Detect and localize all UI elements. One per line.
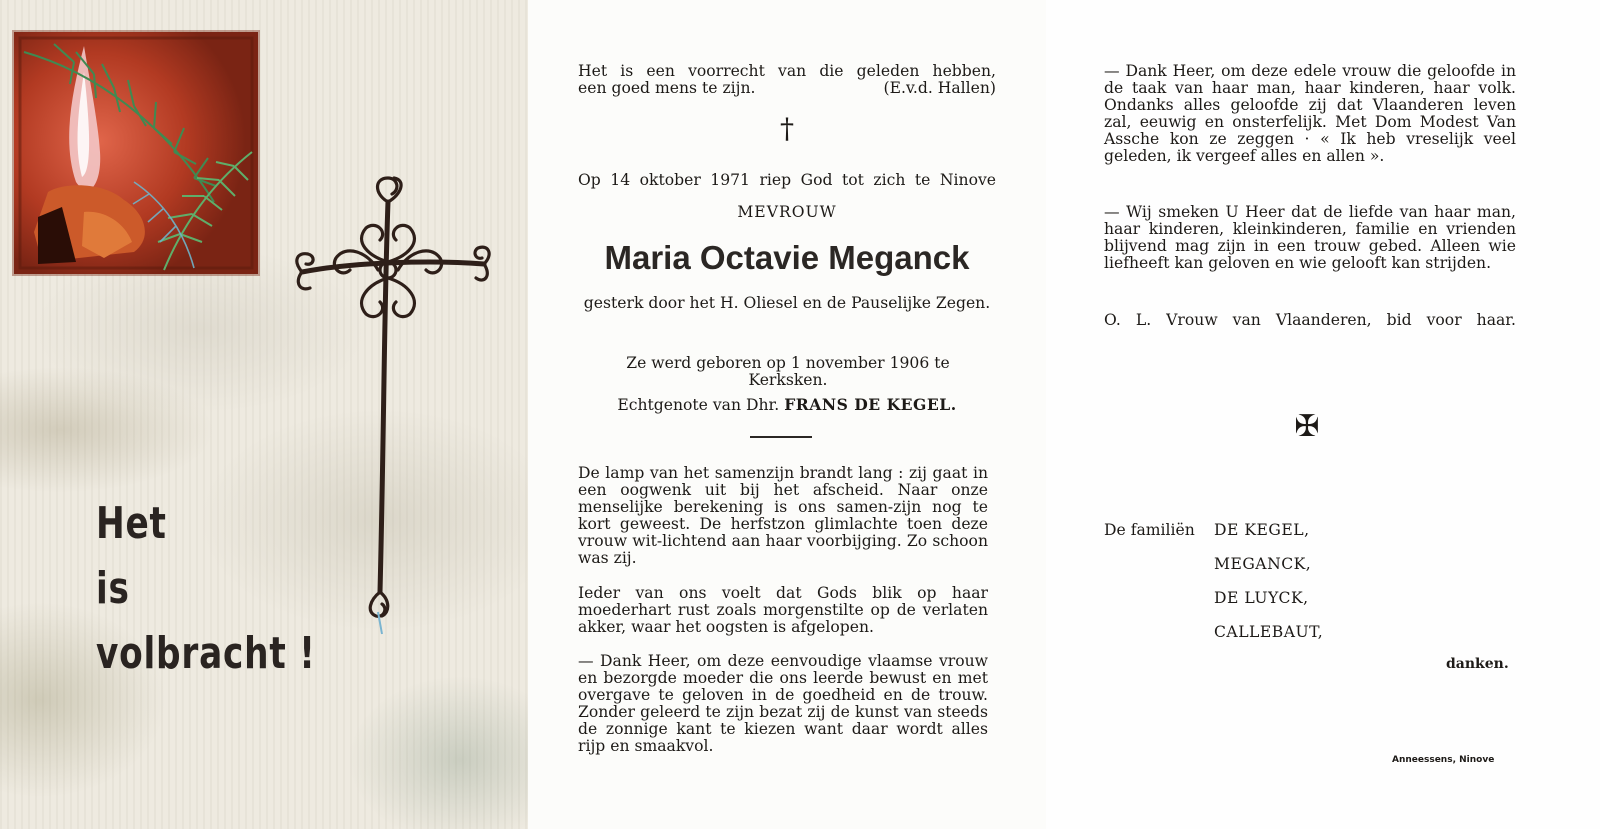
sacraments-note: [578, 295, 996, 312]
divider: [750, 436, 812, 438]
family-name: DE LUYCK,: [1214, 589, 1309, 607]
opening-quote: [578, 63, 996, 97]
honorific: MEVROUW: [737, 203, 837, 221]
quote-author: (E.v.d. Hallen): [883, 79, 996, 97]
quote-line: Het is een voorrecht van die geleden hebben,: [578, 62, 996, 80]
candle-palm-illustration: [14, 32, 258, 274]
spouse-line: [578, 396, 996, 414]
prayer-paragraph: [1104, 204, 1516, 272]
prayer-text: — Dank Heer, om deze edele vrouw die geloofde in de taak van haar man, haar kinderen, haar volk. Ondanks alles geloofde zij dat Vlaanderen leven zal, eeuwig en onsterfelijk. Met Dom Modest Van Assche kon ze zeggen · « Ik heb vreselijk veel geleden, ik vergeef alles en allen ».: [1104, 62, 1516, 165]
family-name: MEGANCK,: [1214, 555, 1312, 573]
candle-palm-picture: [14, 32, 258, 274]
birth-note: Ze werd geboren op 1 november 1906 te Kerksken.: [626, 354, 950, 389]
card-inside-right: [1046, 0, 1600, 829]
front-title-line: volbracht !: [96, 628, 316, 679]
printer-credit: Anneessens, Ninove: [1392, 755, 1495, 765]
spouse-name: FRANS DE KEGEL.: [784, 395, 957, 414]
family-name: CALLEBAUT,: [1214, 623, 1324, 641]
front-title: [96, 498, 378, 697]
prayer-text: — Dank Heer, om deze eenvoudige vlaamse vrouw en bezorgde moeder die ons leerde bewust en met overgave te geloven in de goedheid en de trouw. Zonder geleerd te zijn bezat zij de kunst van steeds de zonnige kant te kiezen want daar wordt alles rijp en smaakvol.: [578, 652, 988, 755]
cross-symbol: †: [780, 112, 794, 145]
sacraments-text: gesterk door het H. Oliesel en de Pauselijke Zegen.: [583, 294, 991, 312]
tribute-paragraph: [578, 465, 988, 567]
marian-prayer: O. L. Vrouw van Vlaanderen, bid voor haar.: [1104, 311, 1516, 329]
death-notice: Op 14 oktober 1971 riep God tot zich te Ninove: [578, 171, 996, 189]
quote-line: een goed mens te zijn.: [578, 79, 756, 97]
prayer-paragraph: [1104, 63, 1516, 165]
family-name: DE KEGEL,: [1214, 521, 1310, 539]
prayer-paragraph: [578, 653, 988, 755]
maltese-cross-symbol: ✠: [1294, 409, 1320, 444]
card-inside-left: [528, 0, 1046, 829]
thanks-text: danken.: [1446, 656, 1509, 672]
families-prefix: De familiën: [1104, 521, 1195, 539]
tribute-text: Ieder van ons voelt dat Gods blik op haar moederhart rust zoals morgenstilte op de verlaten akker, waar het oogsten is afgelopen.: [578, 584, 988, 636]
tribute-text: De lamp van het samenzijn brandt lang : zij gaat in een oogwenk uit bij het afscheid. Naar onze menselijke berekening is ons samen-zijn nog te kort geweest. De herfstzon glimlachte toen deze vrouw wit-lichtend aan haar voorbijging. Zo schoon was zij.: [578, 464, 988, 567]
card-front: [0, 0, 528, 829]
spouse-prefix: Echtgenote van Dhr.: [617, 396, 780, 414]
front-title-line: is: [96, 563, 130, 614]
deceased-name: Maria Octavie Meganck: [604, 239, 970, 276]
front-title-line: Het: [96, 498, 167, 549]
tribute-paragraph: [578, 585, 988, 636]
prayer-text: — Wij smeken U Heer dat de liefde van haar man, haar kinderen, kleinkinderen, familie en vrienden blijvend mag zijn in een trouw gebed. Alleen wie liefheeft kan geloven en wie gelooft kan strijden.: [1104, 203, 1516, 272]
